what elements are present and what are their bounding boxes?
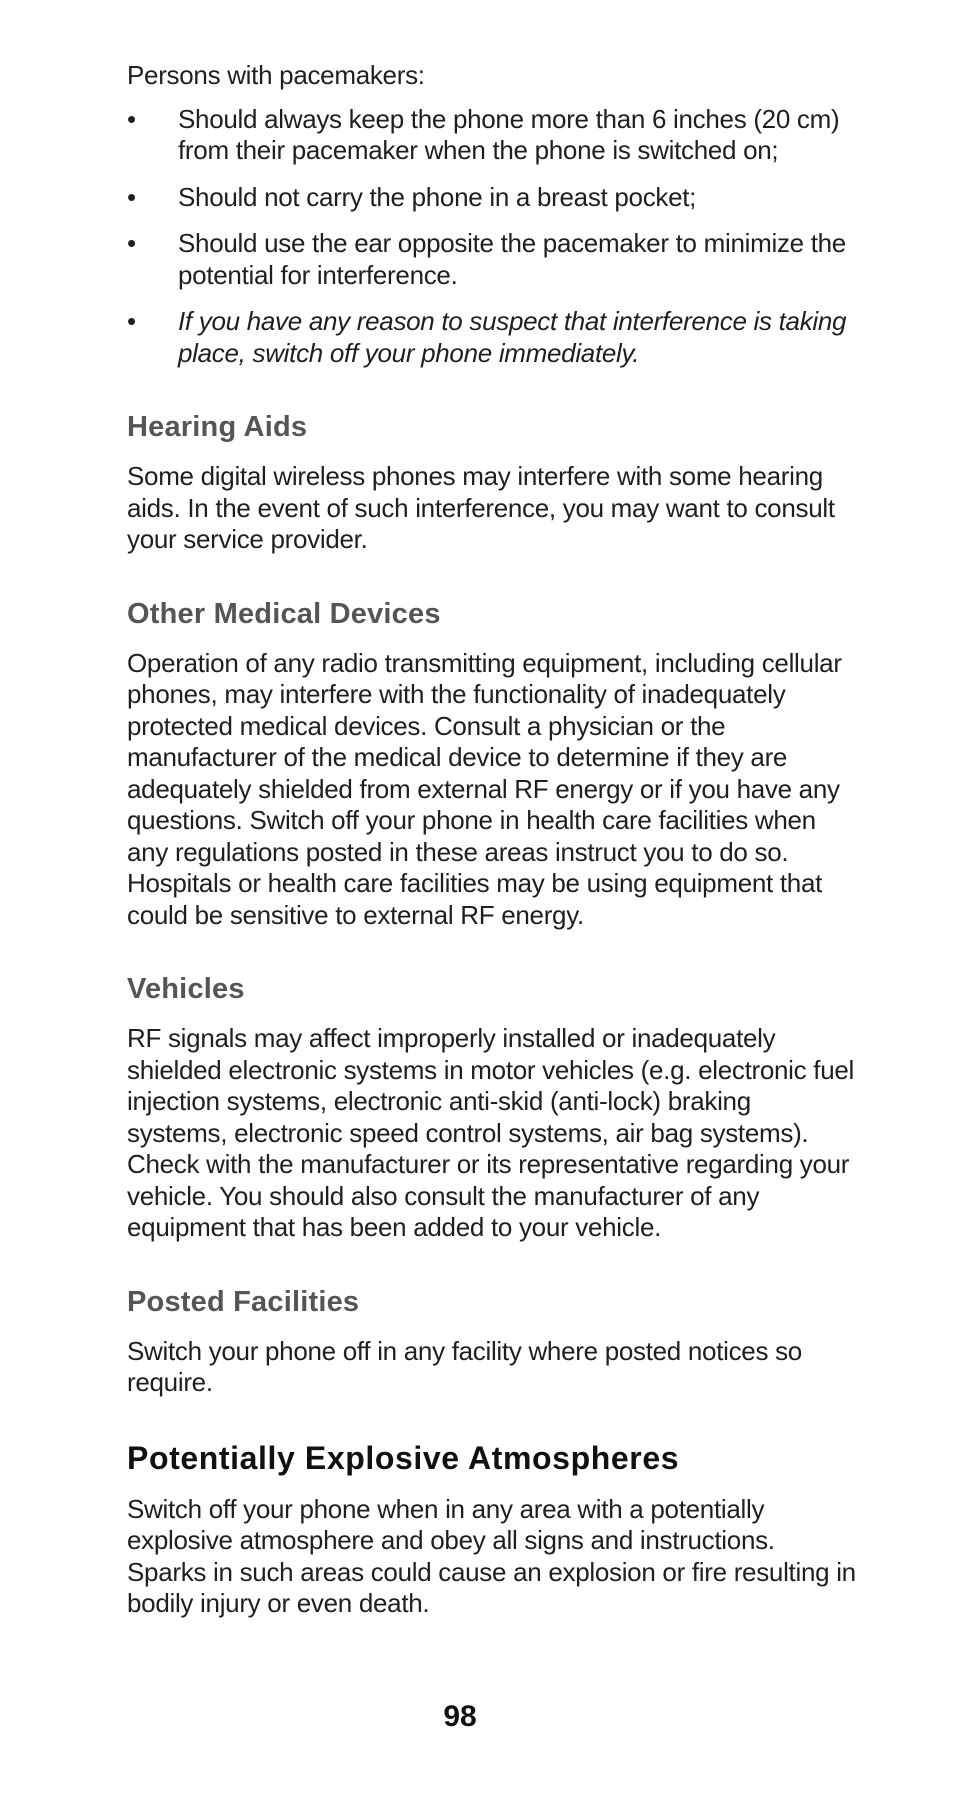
bullet-text: Should use the ear opposite the pacemaker to minimize the potential for interference.	[178, 228, 846, 290]
bullet-icon: •	[127, 103, 136, 134]
bullet-text: If you have any reason to suspect that interference is taking place, switch off your phone immediately.	[178, 306, 847, 368]
section-body: Switch off your phone when in any area with a potentially explosive atmosphere and obey all signs and instructions. Sparks in such areas could cause an explosion or fire resulting in bodily injury or even death.	[127, 1493, 856, 1618]
page-number: 98	[443, 1700, 477, 1733]
section-body: RF signals may affect improperly installed or inadequately shielded electronic systems in motor vehicles (e.g. electronic fuel injection systems, electronic anti-skid (anti-lock) braking systems, electronic speed control systems, air bag systems). Check with the manufacturer or its representative regarding your vehicle. You should also consult the manufacturer of any equipment that has been added to your vehicle.	[127, 1023, 855, 1242]
pacemaker-bullet-list	[127, 104, 857, 370]
bullet-icon: •	[127, 228, 136, 258]
section-vehicles	[127, 972, 857, 1244]
bullet-item	[127, 104, 857, 167]
bullet-item-warning	[127, 306, 857, 369]
section-body: Switch your phone off in any facility where posted notices so require.	[127, 1335, 802, 1397]
bullet-icon: •	[127, 306, 136, 336]
bullet-item	[127, 182, 857, 214]
section-heading: Other Medical Devices	[127, 597, 441, 630]
section-explosive-atmospheres	[127, 1440, 857, 1620]
bullet-text: Should not carry the phone in a breast pocket;	[178, 181, 697, 212]
document-page	[127, 60, 857, 1620]
section-heading: Vehicles	[127, 973, 245, 1005]
section-heading: Posted Facilities	[127, 1285, 360, 1318]
section-other-medical-devices	[127, 597, 857, 932]
section-body: Some digital wireless phones may interfere with some hearing aids. In the event of such interference, you may want to consult your service provider.	[127, 461, 835, 554]
section-body: Operation of any radio transmitting equipment, including cellular phones, may interfere with the functionality of inadequately protected medical devices. Consult a physician or the manufacturer of the medical device to determine if they are adequately shielded from external RF energy or if you have any questions. Switch off your phone in health care facilities when any regulations posted in these areas instruct you to do so. Hospitals or health care facilities may be using equipment that could be sensitive to external RF energy.	[127, 647, 842, 930]
bullet-icon: •	[127, 181, 136, 212]
main-section-heading: Potentially Explosive Atmospheres	[127, 1439, 680, 1476]
section-hearing-aids	[127, 410, 857, 556]
section-posted-facilities	[127, 1285, 857, 1399]
bullet-item	[127, 228, 857, 291]
bullet-text: Should always keep the phone more than 6 inches (20 cm) from their pacemaker when the phone is switched on;	[178, 103, 840, 165]
section-heading: Hearing Aids	[127, 411, 308, 443]
intro-text: Persons with pacemakers:	[127, 60, 425, 90]
